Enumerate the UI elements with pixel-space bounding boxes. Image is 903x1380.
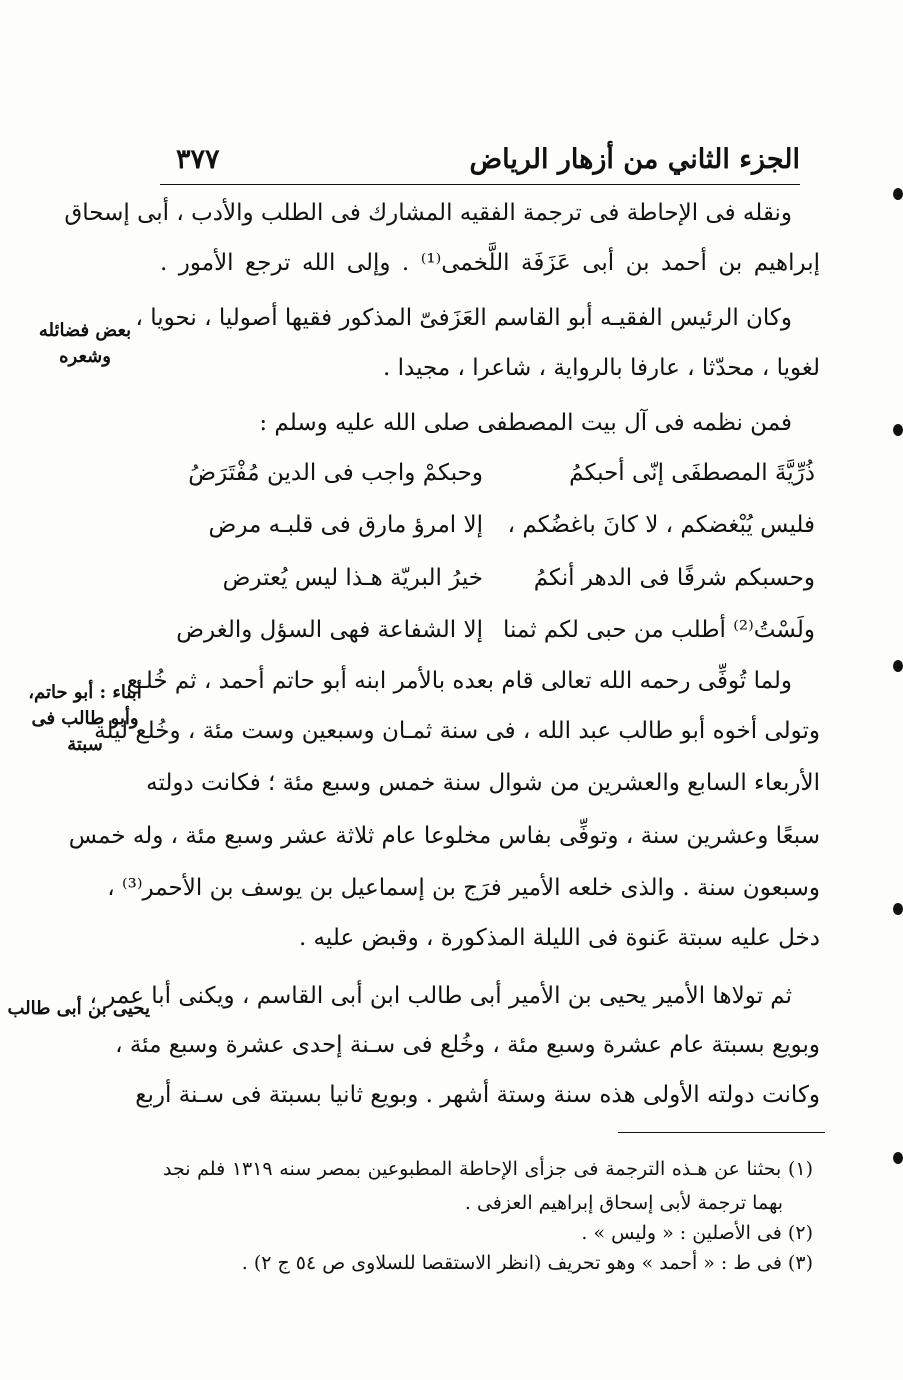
footnote-line: (١) بحثنا عن هـذه الترجمة فى جزأى الإحاطة المطبوعين بمصر سنه ١٣١٩ فلم نجد [163, 1158, 813, 1180]
edge-mark [893, 1152, 903, 1164]
edge-mark [893, 660, 903, 672]
verse-second-hemistich: خيرُ البريّة هـذا ليس يُعترض [222, 565, 483, 591]
margin-note-virtues [20, 318, 150, 370]
margin-note-yahya [7, 996, 150, 1022]
running-title: الجزء الثاني من أزهار الرياض [469, 144, 800, 175]
edge-mark [893, 188, 903, 200]
margin-note-sons [20, 680, 150, 758]
margin-note-line: أبناء : أبو حاتم، [28, 682, 142, 703]
verse-first-hemistich: فليس يُبْغضكم ، لا كانَ باغضُكم ، [507, 512, 815, 538]
edge-mark [893, 903, 903, 915]
body-line: إبراهيم بن أحمد بن أبى عَزَفَة اللَّخمى⁽¹⁾ . وإلى الله ترجع الأمور . [160, 250, 820, 276]
body-line: دخل عليه سبتة عَنوة فى الليلة المذكورة ، وقبض عليه . [298, 925, 820, 951]
body-line: وكانت دولته الأولى هذه سنة وستة أشهر . وبويع ثانيا بسبتة فى سـنة أربع [135, 1082, 820, 1108]
body-line: ولما تُوفِّى رحمه الله تعالى قام بعده بالأمر ابنه أبو حاتم أحمد ، ثم خُلـع [126, 668, 792, 694]
margin-note-line: وأبو طالب فى [31, 708, 139, 729]
page-number: ٣٧٧ [176, 144, 220, 175]
margin-note-line: سبتة [67, 734, 103, 755]
verse-first-hemistich: وحسبكم شرفًا فى الدهر أنكمُ [533, 565, 815, 591]
margin-note-line: بعض فضائله [38, 320, 132, 341]
body-line: وكان الرئيس الفقيـه أبو القاسم العَزَفىّ المذكور فقيها أصوليا ، نحويا ، [135, 305, 792, 331]
body-line: لغويا ، محدّثا ، عارفا بالرواية ، شاعرا ، مجيدا . [383, 355, 820, 381]
page-header [160, 140, 800, 185]
body-line: وسبعون سنة . والذى خلعه الأمير فرَج بن إسماعيل بن يوسف بن الأحمر⁽³⁾ ، [107, 875, 820, 901]
verse-second-hemistich: وحبكمْ واجب فى الدين مُفْتَرَضُ [188, 460, 483, 486]
margin-note-line: وشعره [59, 346, 111, 367]
margin-note-line: يحيى بن أبى طالب [7, 998, 150, 1019]
body-line: سبعًا وعشرين سنة ، وتوفِّى بفاس مخلوعا عام ثلاثة عشر وسبع مئة ، وله خمس [68, 823, 820, 849]
body-line: ثم تولاها الأمير يحيى بن الأمير أبى طالب ابن أبى القاسم ، ويكنى أبا عمر ، [89, 983, 792, 1009]
verse-first-hemistich: ولَسْتُ⁽²⁾ أطلب من حبى لكم ثمنا [502, 617, 815, 643]
body-line: ونقله فى الإحاطة فى ترجمة الفقيه المشارك فى الطلب والأدب ، أبى إسحاق [64, 200, 792, 226]
verse-second-hemistich: إلا الشفاعة فهى السؤل والغرض [176, 617, 483, 643]
body-line: فمن نظمه فى آل بيت المصطفى صلى الله عليه وسلم : [259, 410, 792, 436]
edge-mark [893, 424, 903, 436]
footnote-line: (٣) فى ط : « أحمد » وهو تحريف (انظر الاستقصا للسلاوى ص ٥٤ ج ٢) . [241, 1252, 813, 1274]
body-line: وتولى أخوه أبو طالب عبد الله ، فى سنة ثمـان وسبعين وست مئة ، وخُلع ليلة [94, 718, 820, 744]
footnote-line: (٢) فى الأصلين : « وليس » . [581, 1222, 813, 1244]
body-line: الأربعاء السابع والعشرين من شوال سنة خمس وسبع مئة ؛ فكانت دولته [146, 770, 820, 796]
footnote-line: بهما ترجمة لأبى إسحاق إبراهيم العزفى . [464, 1192, 783, 1214]
verse-first-hemistich: ذُرِّيَّةَ المصطفَى إنّى أحبكمُ [569, 460, 815, 486]
verse-second-hemistich: إلا امرؤ مارق فى قلبـه مرض [208, 512, 483, 538]
body-line: وبويع بسبتة عام عشرة وسبع مئة ، وخُلع فى سـنة إحدى عشرة وسبع مئة ، [115, 1032, 820, 1058]
footnote-separator [618, 1132, 825, 1133]
